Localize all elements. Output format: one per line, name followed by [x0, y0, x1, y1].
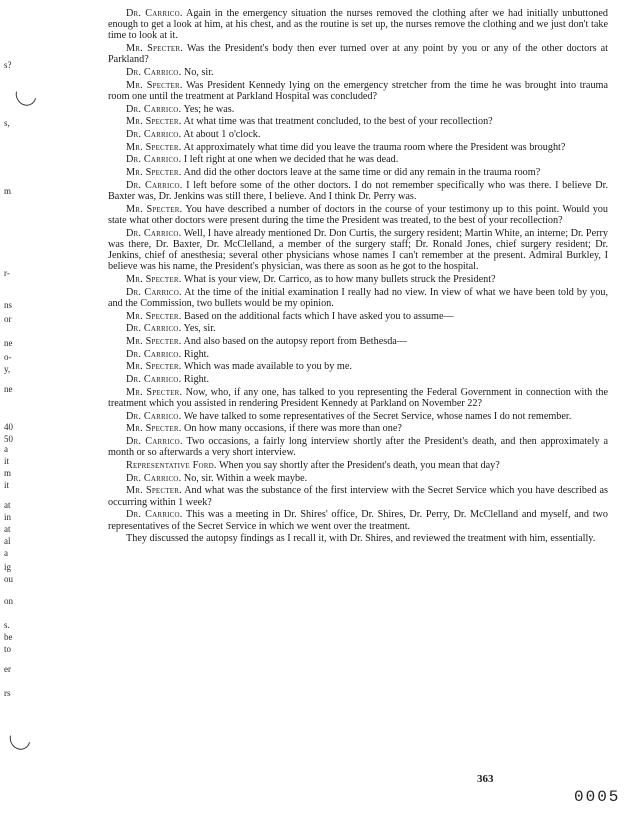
- margin-fragment: a: [4, 548, 8, 558]
- testimony-paragraph: [108, 509, 608, 531]
- paragraph-text: Was the President's body then ever turned over at any point by you or any of the other doctors at Parkland?: [108, 43, 608, 66]
- paragraph-text: I left right at one when we decided that he was dead.: [183, 154, 399, 166]
- margin-fragment: on: [4, 596, 13, 606]
- margin-fragment: it: [4, 480, 10, 490]
- testimony-paragraph: [108, 485, 608, 507]
- speaker-name: Mr. Specter.: [126, 116, 182, 128]
- archive-stamp-number: 0005: [574, 788, 621, 806]
- punch-hole-mark-top: [12, 80, 40, 109]
- paragraph-text: Was President Kennedy lying on the emergency stretcher from the time he was brought into trauma room one until the treatment at Parkland Hospital was concluded?: [108, 79, 608, 102]
- speaker-name: Dr. Carrico.: [126, 154, 182, 166]
- speaker-name: Dr. Carrico.: [126, 323, 182, 335]
- paragraph-text: At about 1 o'clock.: [183, 129, 261, 141]
- margin-fragment: rs: [4, 688, 11, 698]
- paragraph-text: No, sir. Within a week maybe.: [183, 472, 308, 484]
- margin-fragment: at: [4, 524, 11, 534]
- testimony-paragraph: [108, 116, 608, 127]
- speaker-name: Dr. Carrico.: [126, 509, 183, 521]
- speaker-name: Dr. Carrico.: [126, 410, 182, 422]
- margin-fragment: 40: [4, 422, 13, 432]
- speaker-name: Representative Ford.: [126, 460, 217, 472]
- testimony-paragraph: [108, 167, 608, 178]
- testimony-paragraph: [108, 8, 608, 42]
- speaker-name: Dr. Carrico.: [126, 472, 182, 484]
- testimony-paragraph: [108, 129, 608, 140]
- margin-fragment: or: [4, 314, 12, 324]
- speaker-name: Mr. Specter.: [126, 273, 182, 285]
- paragraph-text: And what was the substance of the first interview with the Secret Service which you have described as occurring within 1 week?: [108, 485, 608, 508]
- speaker-name: Dr. Carrico.: [126, 436, 183, 448]
- testimony-paragraph: [108, 460, 608, 471]
- testimony-paragraph: [108, 349, 608, 360]
- speaker-name: Dr. Carrico.: [126, 374, 182, 386]
- margin-fragment: s,: [4, 118, 10, 128]
- margin-fragment: at: [4, 500, 11, 510]
- testimony-paragraph: [108, 336, 608, 347]
- speaker-name: Dr. Carrico.: [126, 67, 182, 79]
- testimony-paragraph: [108, 533, 608, 544]
- margin-fragment: er: [4, 664, 11, 674]
- testimony-paragraph: [108, 423, 608, 434]
- speaker-name: Mr. Specter.: [126, 203, 183, 215]
- paragraph-text: At approximately what time did you leave the trauma room where the President was brought?: [183, 141, 566, 153]
- testimony-paragraph: [108, 436, 608, 458]
- paragraph-text: On how many occasions, if there was more than one?: [184, 423, 402, 435]
- testimony-paragraph: [108, 323, 608, 334]
- margin-fragment: to: [4, 644, 12, 654]
- testimony-paragraph: [108, 104, 608, 115]
- speaker-name: Mr. Specter.: [126, 79, 183, 91]
- margin-fragment: 50: [4, 434, 13, 444]
- speaker-name: Dr. Carrico.: [126, 8, 183, 19]
- speaker-name: Dr. Carrico.: [126, 227, 182, 239]
- testimony-paragraph: [108, 180, 608, 202]
- margin-fragment: ns: [4, 300, 13, 310]
- margin-fragment: s.: [4, 620, 10, 630]
- speaker-name: Mr. Specter.: [126, 485, 182, 497]
- speaker-name: Mr. Specter.: [126, 310, 182, 322]
- paragraph-text: At what time was that treatment concluded, to the best of your recollection?: [183, 116, 493, 128]
- page-number: 363: [477, 773, 494, 785]
- paragraph-text: Now, who, if any one, has talked to you representing the Federal Government in connection with the treatment which you assisted in rendering President Kennedy at Parkland on November 22?: [108, 386, 609, 409]
- speaker-name: Mr. Specter.: [126, 423, 182, 435]
- testimony-paragraph: [108, 473, 608, 484]
- margin-fragment: r-: [4, 268, 10, 278]
- margin-fragment: in: [4, 512, 12, 522]
- testimony-paragraph: [108, 204, 608, 226]
- paragraph-text: We have talked to some representatives of the Secret Service, whose names I do not remember.: [183, 410, 572, 422]
- speaker-name: Mr. Specter.: [126, 167, 182, 179]
- margin-fragment: be: [4, 632, 13, 642]
- speaker-name: Dr. Carrico.: [126, 286, 182, 298]
- speaker-name: Dr. Carrico.: [126, 129, 182, 141]
- paragraph-text: No, sir.: [183, 67, 214, 79]
- paragraph-text: You have described a number of doctors in the course of your testimony up to this point. Would you state what other doctors were present during the time the President was treated, to the best of your recollection?: [108, 203, 608, 226]
- margin-fragment: m: [4, 468, 12, 478]
- margin-fragment: s?: [4, 60, 12, 70]
- paragraph-text: When you say shortly after the President's death, you mean that day?: [218, 460, 500, 472]
- speaker-name: Dr. Carrico.: [126, 179, 183, 191]
- margin-fragment: al: [4, 536, 11, 546]
- testimony-paragraph: [108, 374, 608, 385]
- testimony-paragraph: [108, 228, 608, 273]
- speaker-name: Dr. Carrico.: [126, 103, 182, 115]
- speaker-name: Mr. Specter.: [126, 335, 182, 347]
- paragraph-text: Based on the additional facts which I have asked you to assume—: [184, 310, 454, 322]
- speaker-name: Mr. Specter.: [126, 386, 183, 398]
- paragraph-text: Two occasions, a fairly long interview shortly after the President's death, and then approximately a month or so afterwards a very short interview.: [108, 436, 608, 459]
- testimony-paragraph: [108, 274, 608, 285]
- paragraph-text: Which was made available to you by me.: [183, 361, 352, 373]
- speaker-name: Mr. Specter.: [126, 361, 182, 373]
- margin-fragment: y,: [4, 364, 11, 374]
- paragraph-text: Well, I have already mentioned Dr. Don Curtis, the surgery resident; Martin White, an interne; Dr. Perry was there, Dr. Baxter, Dr. McClelland, a member of the surgery staff; Dr. Ronald Jones, chief surgery resident; Dr. Jenkins, chief of anesthesia; several other physicians whose names I can't remember at the present. Admiral Burkley, I believe was his name, the President's physician, was there as soon as he got to the hospital.: [108, 227, 608, 273]
- testimony-paragraph: [108, 142, 608, 153]
- testimony-paragraph: [108, 43, 608, 65]
- paragraph-text: Yes, sir.: [183, 323, 216, 335]
- margin-fragment: it: [4, 456, 10, 466]
- paragraph-text: At the time of the initial examination I really had no view. In view of what we have been told by you, and the Commission, two bullets would be my opinion.: [108, 286, 608, 309]
- paragraph-text: Right.: [183, 348, 210, 360]
- margin-fragment: ou: [4, 574, 13, 584]
- speaker-name: Mr. Specter.: [126, 43, 184, 55]
- margin-fragment: a: [4, 444, 8, 454]
- margin-fragment: ig: [4, 562, 12, 572]
- paragraph-text: Right.: [183, 374, 210, 386]
- speaker-name: Dr. Carrico.: [126, 348, 182, 360]
- testimony-paragraph: [108, 361, 608, 372]
- testimony-paragraph: [108, 287, 608, 309]
- paragraph-text: Yes; he was.: [183, 103, 235, 115]
- paragraph-text: Again in the emergency situation the nurses removed the clothing after we had initially unbuttoned enough to get a look at him, at his chest, and as the routine is set up, the nurses remove the clothing and we just don't take time to look at it.: [108, 8, 608, 42]
- speaker-name: Mr. Specter.: [126, 141, 182, 153]
- margin-fragment: m: [4, 186, 12, 196]
- testimony-paragraph: [108, 67, 608, 78]
- margin-fragment: ne: [4, 338, 13, 348]
- paragraph-text: This was a meeting in Dr. Shires' office, Dr. Shires, Dr. Perry, Dr. McClelland and myself, and two representatives of the Secret Service in which we went over the treatment.: [108, 509, 608, 532]
- testimony-paragraph: [108, 154, 608, 165]
- testimony-paragraph: [108, 311, 608, 322]
- paragraph-text: What is your view, Dr. Carrico, as to how many bullets struck the President?: [183, 273, 496, 285]
- paragraph-text: And did the other doctors leave at the same time or did any remain in the trauma room?: [183, 167, 541, 179]
- paragraph-text: And also based on the autopsy report from Bethesda—: [183, 335, 407, 347]
- paragraph-text: They discussed the autopsy findings as I recall it, with Dr. Shires, and reviewed the treatment with him, essentially.: [126, 533, 596, 545]
- testimony-paragraph: [108, 80, 608, 102]
- testimony-paragraph: [108, 387, 608, 409]
- testimony-text: [108, 8, 608, 546]
- punch-hole-mark-bottom: [6, 724, 34, 753]
- margin-fragment: ne: [4, 384, 13, 394]
- margin-fragment: o-: [4, 352, 12, 362]
- paragraph-text: I left before some of the other doctors. I do not remember specifically who was there. I believe Dr. Baxter was, Dr. Jenkins was still there, I believe. And I think Dr. Perry was.: [108, 179, 608, 203]
- testimony-paragraph: [108, 411, 608, 422]
